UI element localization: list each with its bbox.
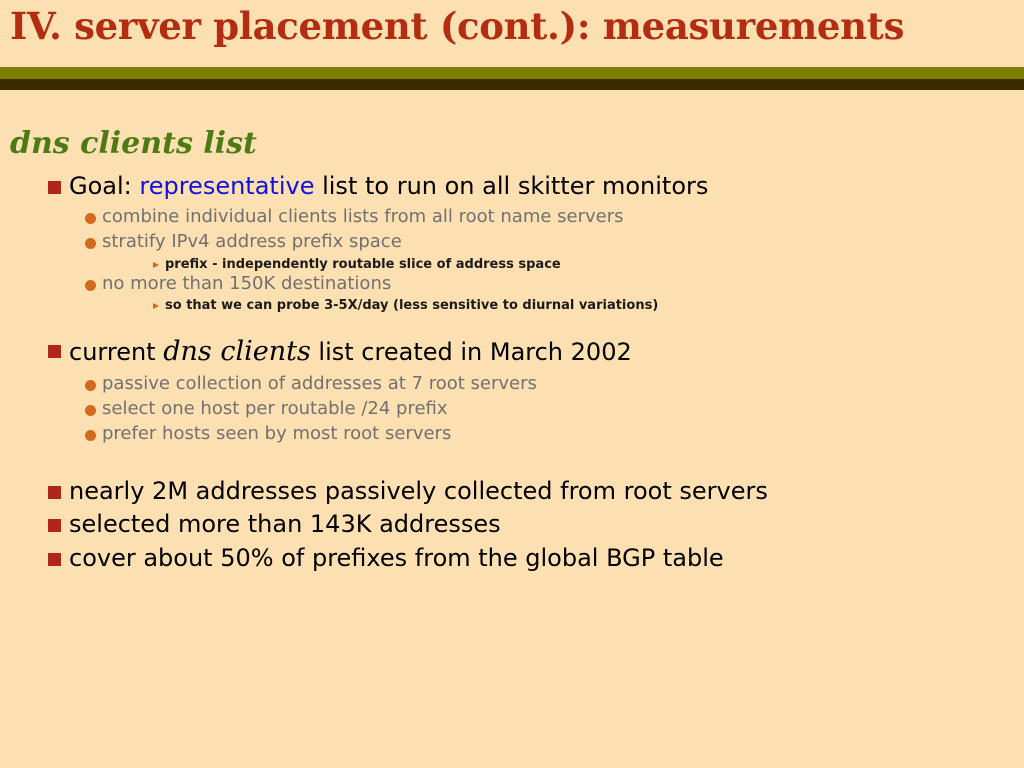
square-bullet-icon (48, 345, 61, 358)
circle-bullet-icon (85, 380, 96, 391)
triangle-bullet-icon (153, 262, 159, 268)
triangle-bullet-icon (153, 303, 159, 309)
section-heading: dns clients list (10, 126, 257, 161)
square-bullet-icon (48, 519, 61, 532)
bullet-fact (48, 477, 768, 505)
bullet-fact (48, 510, 501, 538)
bullet-fact-text: nearly 2M addresses passively collected from root servers (69, 477, 768, 505)
sub-bullet (85, 231, 402, 252)
current-italic: dns clients (163, 336, 311, 367)
goal-prefix: Goal: (69, 172, 140, 200)
sub-bullet-text: prefer hosts seen by most root servers (102, 423, 452, 444)
sub-bullet (85, 373, 537, 394)
sub-bullet (85, 398, 448, 419)
bullet-fact-text: cover about 50% of prefixes from the global BGP table (69, 544, 724, 572)
bullet-current (48, 336, 632, 367)
title-divider-bar (0, 67, 1024, 79)
circle-bullet-icon (85, 280, 96, 291)
sub-bullet-text: combine individual clients lists from all root name servers (102, 206, 624, 227)
current-suffix: list created in March 2002 (310, 338, 632, 366)
circle-bullet-icon (85, 405, 96, 416)
sub-bullet-text: select one host per routable /24 prefix (102, 398, 448, 419)
square-bullet-icon (48, 553, 61, 566)
sub-bullet (85, 206, 624, 227)
circle-bullet-icon (85, 430, 96, 441)
sub-bullet-text: no more than 150K destinations (102, 273, 392, 294)
square-bullet-icon (48, 181, 61, 194)
sub-bullet-text: passive collection of addresses at 7 root servers (102, 373, 537, 394)
bullet-goal (48, 172, 708, 200)
note-bullet (153, 257, 561, 272)
goal-suffix: list to run on all skitter monitors (314, 172, 709, 200)
bullet-fact (48, 544, 724, 572)
sub-bullet-text: stratify IPv4 address prefix space (102, 231, 402, 252)
bullet-fact-text: selected more than 143K addresses (69, 510, 501, 538)
goal-highlight: representative (139, 172, 315, 200)
current-prefix: current (69, 338, 164, 366)
slide-title: IV. server placement (cont.): measurements (10, 4, 905, 48)
sub-bullet (85, 423, 451, 444)
note-bullet-text: prefix - independently routable slice of address space (165, 257, 561, 272)
square-bullet-icon (48, 486, 61, 499)
bullet-goal-text (69, 172, 708, 200)
note-bullet-text: so that we can probe 3-5X/day (less sensitive to diurnal variations) (165, 298, 659, 313)
circle-bullet-icon (85, 213, 96, 224)
sub-bullet (85, 273, 391, 294)
note-bullet (153, 298, 658, 313)
bullet-current-text (69, 338, 632, 366)
title-divider-bar-dark (0, 79, 1024, 90)
circle-bullet-icon (85, 238, 96, 249)
